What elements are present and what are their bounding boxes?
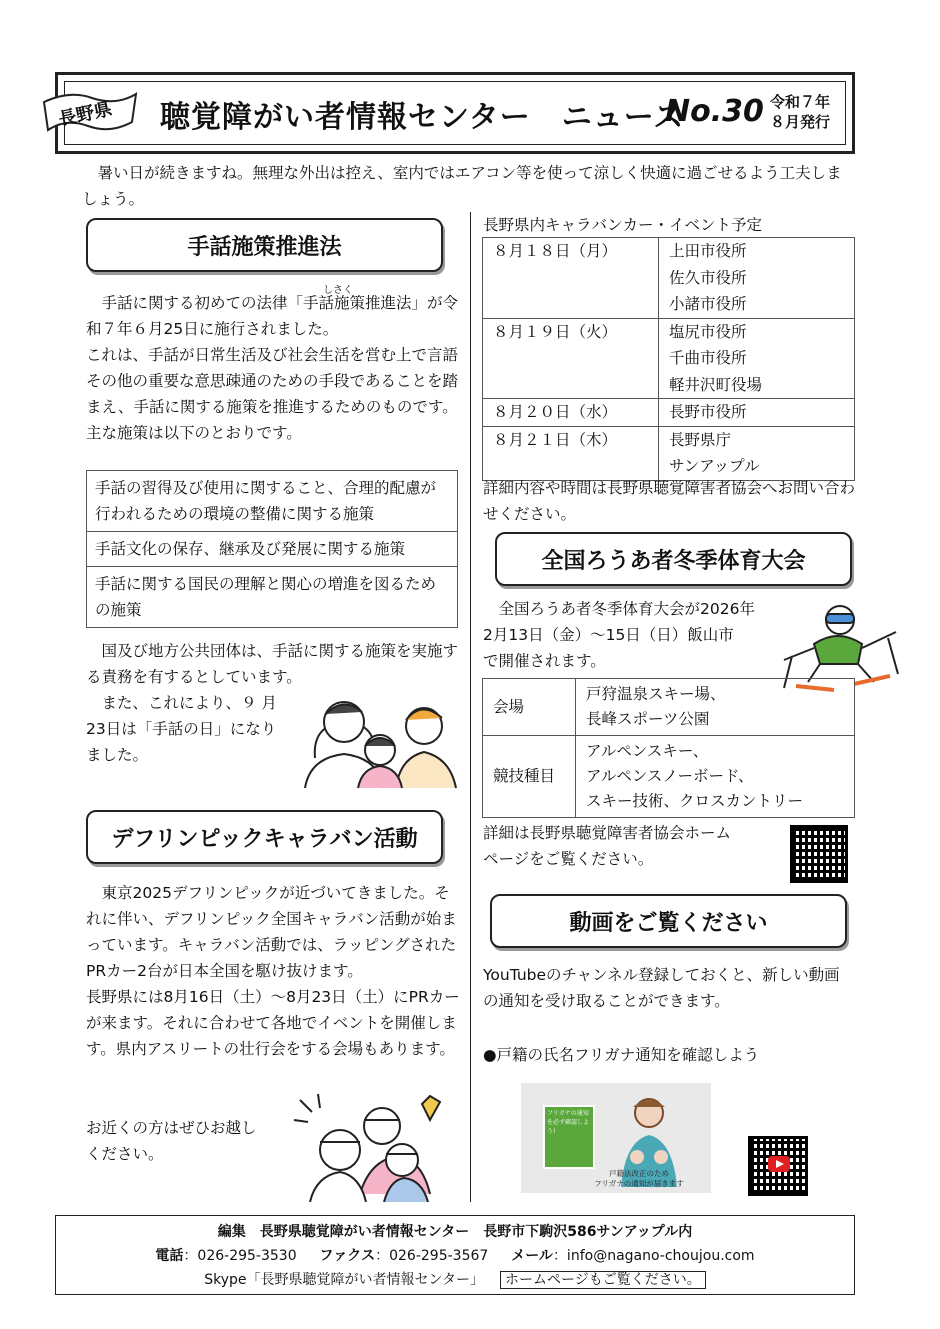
sport-item: アルペンスキー、	[586, 742, 709, 760]
video-bullet: ●戸籍の氏名フリガナ通知を確認しよう	[483, 1046, 760, 1064]
skype-name: Skype「長野県聴覚障がい者情報センター」	[204, 1272, 484, 1288]
issue-number: No.30	[665, 94, 764, 129]
venue-item: 戸狩温泉スキー場、	[586, 685, 726, 703]
sign-language-p5b: 23日は「手話の日」になり	[86, 720, 277, 738]
event-place: 上田市役所	[669, 242, 747, 260]
intro-text: 暑い日が続きますね。無理な外出は控え、室内ではエアコン等を使って涼しく快適に過ごせるよう工夫しましょう。	[82, 164, 842, 208]
sign-language-p5c: ました。	[86, 746, 149, 764]
event-date: ８月１９日（火）	[483, 318, 659, 399]
footer-editor: 編集 長野県聴覚障がい者情報センター 長野市下駒沢586サンアップル内	[217, 1224, 693, 1240]
event-place: サンアップル	[669, 457, 760, 475]
phone-number: ：026-295-3530	[183, 1248, 297, 1264]
video-caption-line2: フリガナの通知が届きます	[594, 1179, 684, 1188]
table-row	[483, 736, 855, 818]
sport-item: アルペンスノーボード、	[586, 767, 754, 785]
winter-games-p1c: で開催されます。	[483, 652, 606, 670]
policy-cell: 手話文化の保存、継承及び発展に関する施策	[87, 532, 458, 567]
newsletter-title: 聴覚障がい者情報センター ニュース	[160, 100, 685, 135]
caravan-p2: 長野県には8月16日（土）～8月23日（土）にPRカーが来ます。それに合わせて各地でイベントを開催します。県内アスリートの壮行会をする会場もあります。	[86, 988, 460, 1058]
policy-row	[87, 532, 458, 567]
caravan-p1: 東京2025デフリンピックが近づいてきました。それに伴い、デフリンピック全国キャラバン活動が始まっています。キャラバン活動では、ラッピングされたPRカー2台が日本全国を駆け抜けます。	[86, 884, 457, 980]
table-row	[483, 238, 855, 319]
fax-number: ：026-295-3567	[375, 1248, 489, 1264]
event-place: 軽井沢町役場	[669, 375, 763, 394]
winter-games-p1a: 全国ろうあ者冬季体育大会が2026年	[498, 600, 755, 618]
family-illustration-icon	[300, 688, 460, 790]
winter-games-p1b: 2月13日（金）～15日（日）飯山市	[483, 626, 734, 644]
winter-games-note-a: 詳細は長野県聴覚障害者協会ホーム	[483, 824, 732, 842]
footer	[55, 1215, 855, 1295]
event-date: ８月１８日（月）	[483, 238, 659, 319]
video-caption-line1: 戸籍法改正のため	[609, 1169, 669, 1178]
footer-contact	[56, 1244, 854, 1268]
region-flag-text: 長野県	[56, 98, 114, 131]
caravan-body	[86, 880, 461, 1062]
policy-table	[86, 470, 458, 628]
sign-language-p4: 国及び地方公共団体は、手話に関する施策を実施する責務を有するとしています。	[86, 642, 459, 686]
mail-label: メール	[511, 1248, 553, 1264]
sign-language-body	[86, 290, 458, 446]
policy-row	[87, 567, 458, 628]
sports-list	[576, 736, 855, 818]
phone-label: 電話	[155, 1248, 184, 1264]
fax-label: ファクス	[319, 1248, 376, 1264]
winter-games-note	[483, 820, 783, 872]
event-place: 小諸市役所	[669, 295, 747, 313]
event-places	[659, 426, 855, 480]
event-places	[659, 318, 855, 399]
policy-cell: 手話に関する国民の理解と関心の増進を図るための施策	[87, 567, 458, 628]
event-place: 千曲市役所	[669, 349, 747, 367]
winter-games-intro	[483, 596, 803, 674]
heading-winter-games: 全国ろうあ者冬季体育大会	[495, 532, 852, 586]
venue-list	[576, 679, 855, 736]
issue-date-month: ８月発行	[770, 113, 831, 131]
qr-code-winter-games-icon[interactable]	[790, 825, 848, 883]
event-place: 長野市役所	[669, 403, 747, 421]
sign-language-p5a: また、これにより、９ 月	[101, 694, 277, 712]
sign-language-p2: これは、手話が日常生活及び社会生活を営む上で言語その他の重要な意思疎通のための手段であることを踏まえ、手話に関する施策を推進するためのものです。	[86, 346, 459, 416]
event-date: ８月２０日（水）	[483, 399, 659, 427]
event-place: 長野県庁	[669, 430, 732, 449]
video-intro: YouTubeのチャンネル登録しておくと、新しい動画の通知を受け取ることができます。	[483, 966, 840, 1010]
issue-date-era: 令和７年	[770, 93, 831, 111]
event-places	[659, 238, 855, 319]
event-places	[659, 399, 855, 427]
video-thumbnail-poster: フリガナの通知を必ず確認しよう!	[543, 1105, 595, 1169]
furigana-shisaku: しさく	[323, 285, 353, 296]
event-schedule-title: 長野県内キャラバンカー・イベント予定	[483, 216, 763, 234]
heading-sign-language-law: 手話施策推進法	[86, 218, 443, 272]
caravan-p3b: ください。	[86, 1145, 164, 1163]
caravan-p3	[86, 1115, 306, 1167]
venue-label: 会場	[483, 679, 576, 736]
homepage-link[interactable]: ホームページもご覧ください。	[500, 1271, 706, 1289]
sport-item: スキー技術、クロスカントリー	[586, 792, 804, 810]
event-place: 塩尻市役所	[669, 322, 747, 341]
venue-item: 長峰スポーツ公園	[586, 710, 710, 728]
video-thumbnail[interactable]	[521, 1083, 711, 1193]
event-place: 佐久市役所	[669, 268, 747, 287]
cheering-people-illustration-icon	[290, 1090, 450, 1202]
policy-cell: 手話の習得及び使用に関すること、合理的配慮が行われるための環境の整備に関する施策	[87, 471, 458, 532]
youtube-play-icon	[776, 1160, 784, 1168]
issue-date	[770, 92, 830, 132]
event-date: ８月２１日（木）	[483, 426, 659, 480]
footer-skype-line	[56, 1268, 854, 1292]
event-schedule-note: 詳細内容や時間は長野県聴覚障害者協会へお問い合わせください。	[483, 479, 856, 523]
heading-watch-video: 動画をご覧ください	[490, 894, 847, 948]
event-schedule-table	[482, 237, 855, 481]
column-divider	[470, 212, 471, 1202]
table-row	[483, 679, 855, 736]
winter-games-note-b: ページをご覧ください。	[483, 850, 654, 868]
video-thumbnail-caption	[569, 1169, 709, 1189]
sign-language-p3: 主な施策は以下のとおりです。	[86, 424, 302, 442]
caravan-p3a: お近くの方はぜひお越し	[86, 1119, 257, 1137]
table-row	[483, 399, 855, 427]
table-row	[483, 426, 855, 480]
events-label: 競技種目	[483, 736, 576, 818]
mail-address[interactable]: ：info@nagano-choujou.com	[552, 1248, 755, 1264]
table-row	[483, 318, 855, 399]
heading-deaflympics-caravan: デフリンピックキャラバン活動	[86, 810, 443, 864]
policy-row	[87, 471, 458, 532]
winter-games-table	[482, 678, 855, 818]
sign-language-p5	[86, 690, 306, 768]
sign-language-p1: 手話に関する初めての法律「手話施策推進法」が令和７年６月25日に施行されました。	[86, 294, 459, 338]
